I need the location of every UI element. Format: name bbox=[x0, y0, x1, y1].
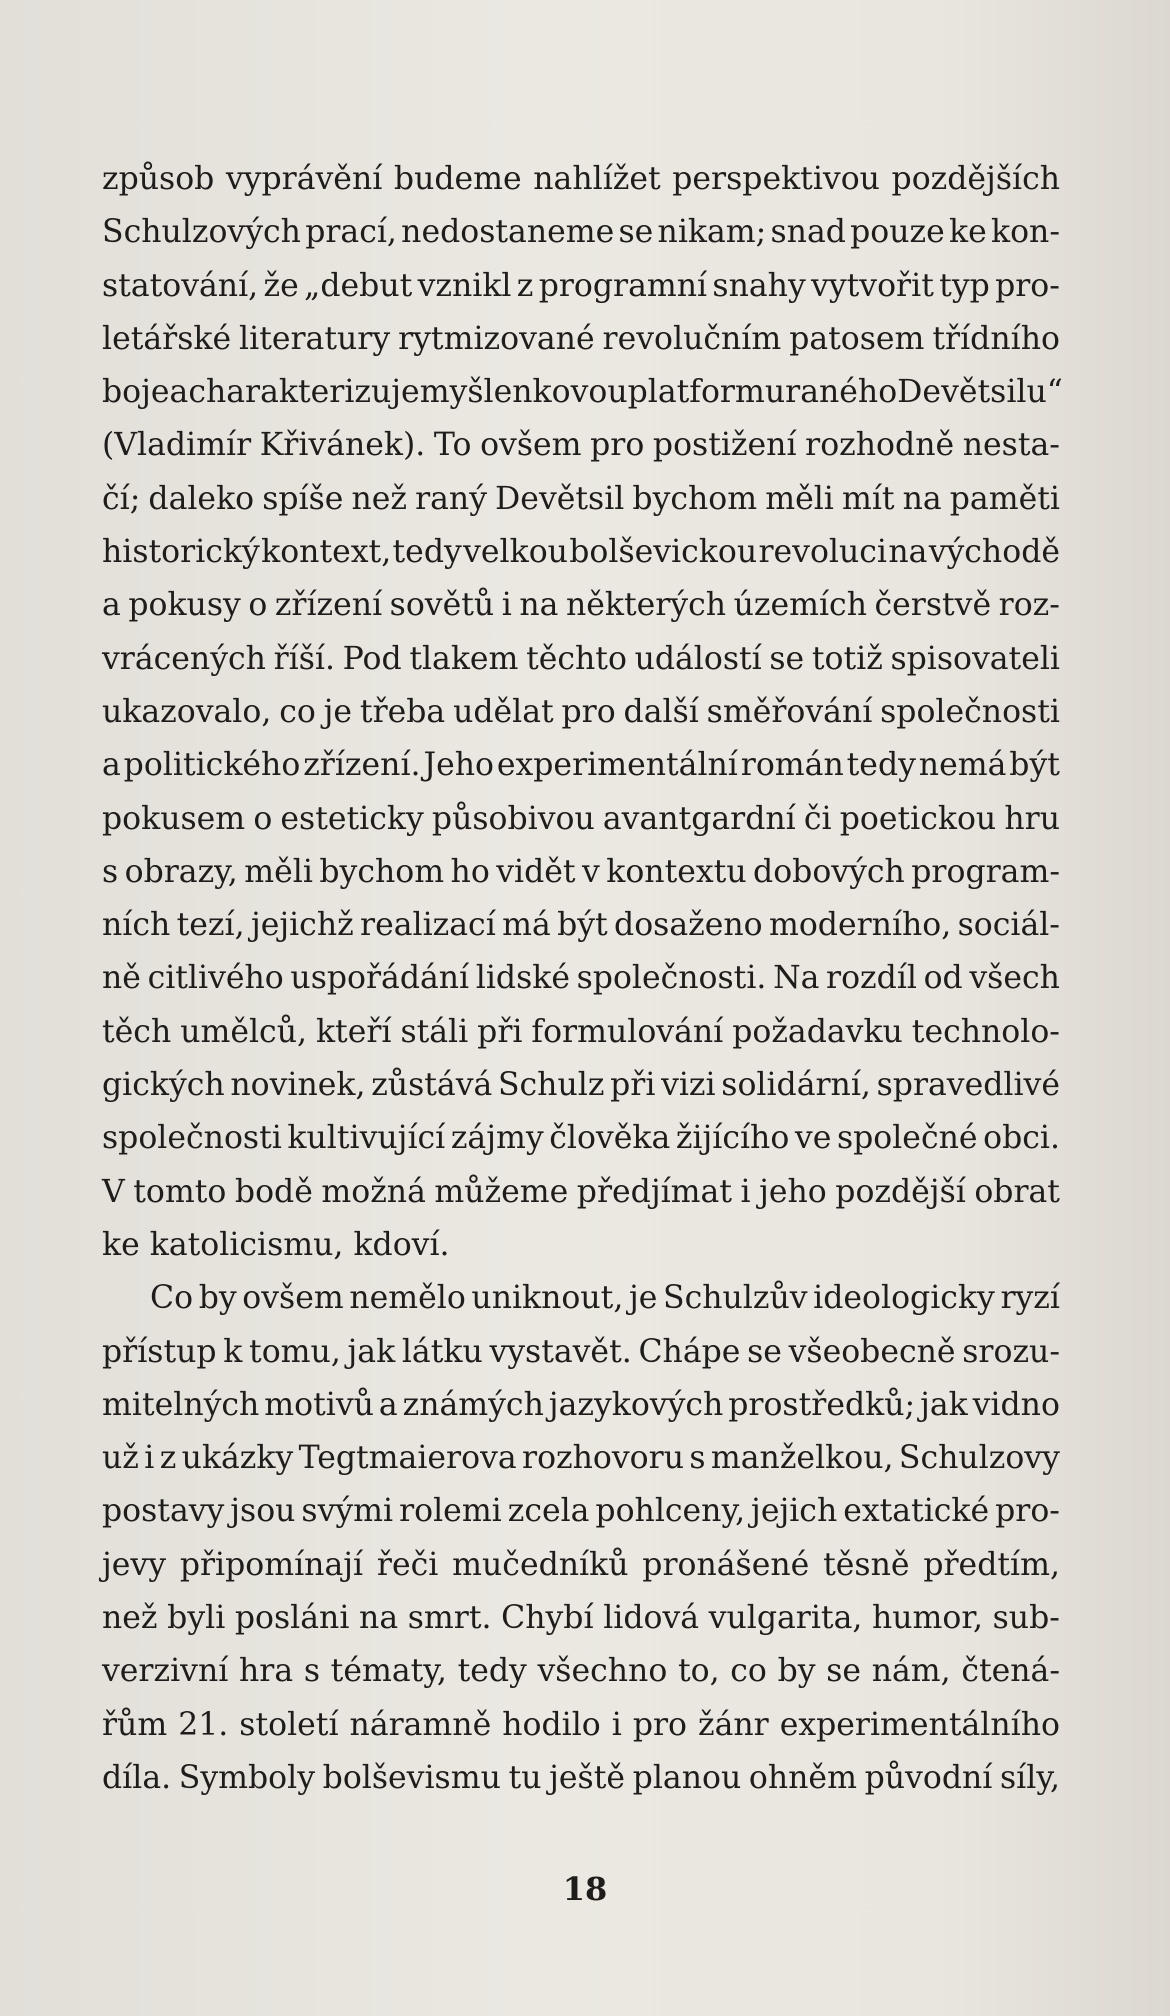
text-line: způsob vyprávění budeme nahlížet perspektivou pozdějších bbox=[102, 161, 1060, 197]
text-line: boje a charakterizuje myšlenkovou platformu raného Devětsilu“ bbox=[102, 374, 1063, 411]
body-text bbox=[102, 153, 1063, 1805]
text-line: historický kontext, tedy velkou bolševickou revoluci na východě bbox=[102, 534, 1060, 571]
text-line: vrácených říší. Pod tlakem těchto událostí se totiž spisovateli bbox=[102, 640, 1060, 677]
text-line: pokusem o esteticky působivou avantgardní či poetickou hru bbox=[102, 800, 1060, 837]
text-line: ních tezí, jejichž realizací má být dosaženo moderního, sociál- bbox=[102, 907, 1060, 944]
text-line: díla. Symboly bolševismu tu ještě planou ohněm původní síly, bbox=[102, 1759, 1060, 1796]
text-line: gických novinek, zůstává Schulz při vizi solidární, spravedlivé bbox=[102, 1067, 1060, 1104]
text-line: a politického zřízení. Jeho experimentální román tedy nemá být bbox=[102, 747, 1060, 784]
text-line: Schulzových prací, nedostaneme se nikam; snad pouze ke kon- bbox=[102, 214, 1060, 251]
text-line: letářské literatury rytmizované revolučním patosem třídního bbox=[102, 320, 1060, 357]
text-line: verzivní hra s tématy, tedy všechno to, co by se nám, čtená- bbox=[102, 1653, 1060, 1690]
text-line: s obrazy, měli bychom ho vidět v kontextu dobových program- bbox=[102, 853, 1060, 890]
text-line: přístup k tomu, jak látku vystavět. Chápe se všeobecně srozu- bbox=[102, 1333, 1060, 1370]
text-line: čí; daleko spíše než raný Devětsil bychom měli mít na paměti bbox=[102, 480, 1060, 517]
text-line: společnosti kultivující zájmy člověka žijícího ve společné obci. bbox=[102, 1120, 1060, 1157]
text-line: ně citlivého uspořádání lidské společnosti. Na rozdíl od všech bbox=[102, 960, 1060, 997]
text-line: ukazovalo, co je třeba udělat pro další směřování společnosti bbox=[102, 693, 1060, 730]
text-line: už i z ukázky Tegtmaierova rozhovoru s manželkou, Schulzovy bbox=[102, 1440, 1060, 1477]
text-line: těch umělců, kteří stáli při formulování požadavku technolo- bbox=[102, 1013, 1060, 1050]
text-line: a pokusy o zřízení sovětů i na některých územích čerstvě roz- bbox=[102, 587, 1060, 624]
paragraph bbox=[102, 1272, 1060, 1805]
text-line: V tomto bodě možná můžeme předjímat i jeho pozdější obrat bbox=[102, 1173, 1060, 1210]
text-line: postavy jsou svými rolemi zcela pohlceny, jejich extatické pro- bbox=[102, 1493, 1060, 1530]
page-number: 18 bbox=[562, 1870, 608, 1908]
text-line: jevy připomínají řeči mučedníků pronášené těsně předtím, bbox=[102, 1546, 1060, 1583]
text-line: řům 21. století náramně hodilo i pro žánr experimentálního bbox=[102, 1706, 1060, 1743]
text-line: statování, že „debut vznikl z programní snahy vytvořit typ pro- bbox=[102, 267, 1060, 304]
text-line: (Vladimír Křivánek). To ovšem pro postižení rozhodně nesta- bbox=[102, 427, 1060, 464]
text-line: ke katolicismu, kdoví. bbox=[102, 1226, 450, 1263]
text-line: mitelných motivů a známých jazykových prostředků; jak vidno bbox=[102, 1386, 1060, 1423]
text-line: Co by ovšem nemělo uniknout, je Schulzův ideologicky ryzí bbox=[150, 1280, 1060, 1317]
paragraph bbox=[102, 153, 1063, 1272]
text-line: než byli posláni na smrt. Chybí lidová vulgarita, humor, sub- bbox=[102, 1600, 1060, 1637]
